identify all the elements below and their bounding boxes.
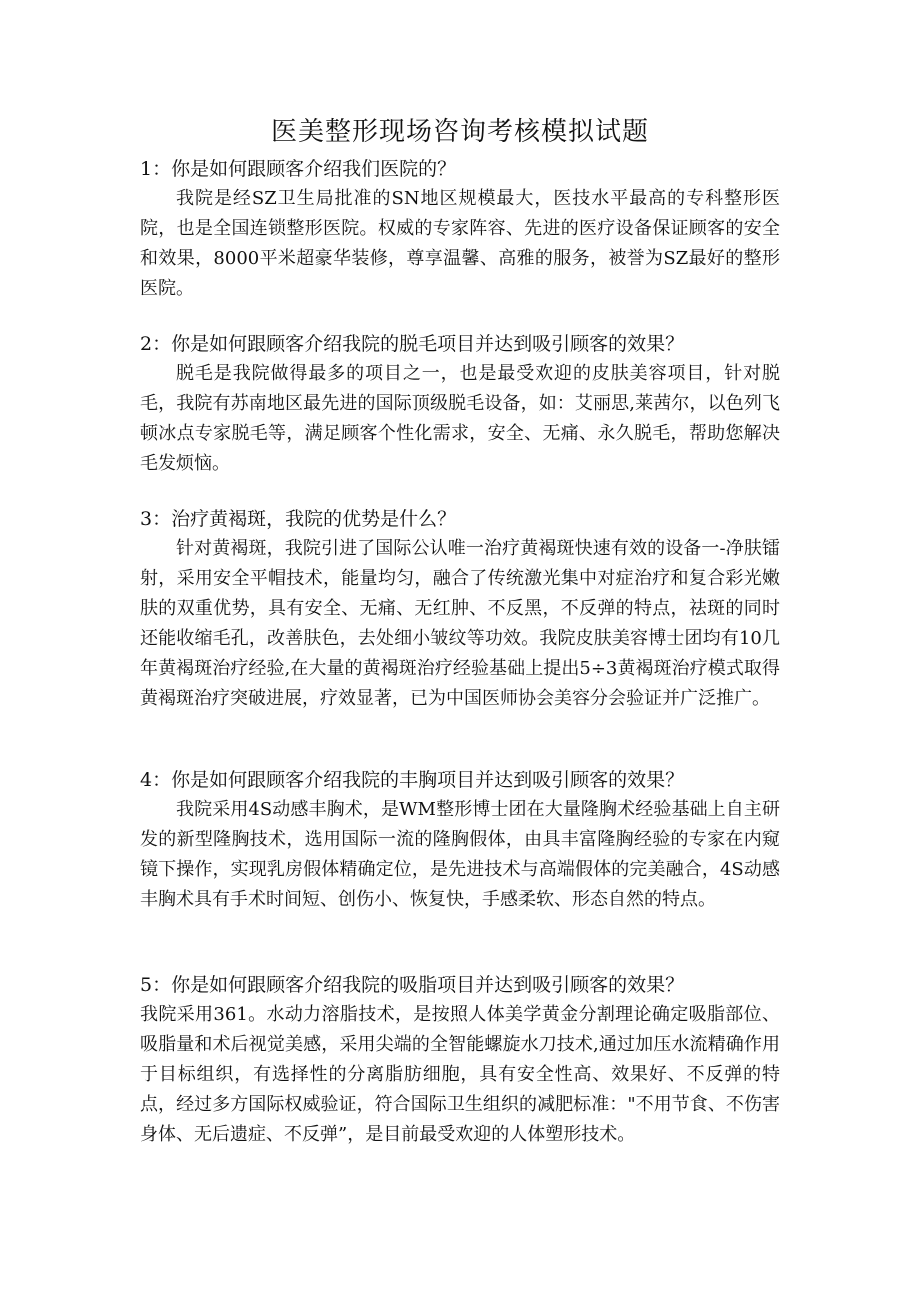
qa-section-4 — [140, 765, 780, 915]
question-4: 4：你是如何跟顾客介绍我院的丰胸项目并达到吸引顾客的效果？ — [140, 769, 685, 791]
qa-section-2 — [140, 329, 780, 479]
qa-section-5 — [140, 970, 780, 1150]
qa-section-3 — [140, 504, 780, 714]
answer-2: 脱毛是我院做得最多的项目之一，也是最受欢迎的皮肤美容项目，针对脱毛，我院有苏南地区最先进的国际顶级脱毛设备，如：艾丽思,莱茜尔，以色列飞顿冰点专家脱毛等，满足顾客个性化需求，安全、无痛、永久脱毛，帮助您解决毛发烦恼。 — [140, 363, 780, 474]
answer-3: 针对黄褐斑，我院引进了国际公认唯一治疗黄褐斑快速有效的设备一-净肤镭射，采用安全平帽技术，能量均匀，融合了传统激光集中对症治疗和复合彩光嫩肤的双重优势，具有安全、无痛、无红肿、不反黑，不反弹的特点，祛斑的同时还能收缩毛孔，改善肤色，去处细小皱纹等功效。我院皮肤美容博士团均有10几年黄褐斑治疗经验,在大量的黄褐斑治疗经验基础上提出5÷3黄褐斑治疗模式取得黄褐斑治疗突破进展，疗效显著，已为中国医师协会美容分会验证并广泛推广。 — [140, 538, 780, 709]
answer-5: 我院采用361。水动力溶脂技术，是按照人体美学黄金分割理论确定吸脂部位、吸脂量和术后视觉美感，采用尖端的全智能螺旋水刀技术,通过加压水流精确作用于目标组织，有选择性的分离脂肪细胞，具有安全性高、效果好、不反弹的特点，经过多方国际权威验证，符合国际卫生组织的减肥标准："不用节食、不伤害身体、无后遗症、不反弹”，是目前最受欢迎的人体塑形技术。 — [140, 1004, 780, 1145]
answer-1: 我院是经SZ卫生局批准的SN地区规模最大，医技水平最高的专科整形医院，也是全国连锁整形医院。权威的专家阵容、先进的医疗设备保证顾客的安全和效果，8000平米超豪华装修，尊享温馨、高雅的服务，被誉为SZ最好的整形医院。 — [140, 188, 780, 299]
question-3: 3：治疗黄褐斑，我院的优势是什么？ — [140, 508, 457, 530]
question-5: 5：你是如何跟顾客介绍我院的吸脂项目并达到吸引顾客的效果？ — [140, 974, 685, 996]
answer-4: 我院采用4S动感丰胸术，是WM整形博士团在大量隆胸术经验基础上自主研发的新型隆胸技术，选用国际一流的隆胸假体，由具丰富隆胸经验的专家在内窥镜下操作，实现乳房假体精确定位，是先进技术与高端假体的完美融合，4S动感丰胸术具有手术时间短、创伤小、恢复快，手感柔软、形态自然的特点。 — [140, 799, 780, 910]
question-2: 2：你是如何跟顾客介绍我院的脱毛项目并达到吸引顾客的效果？ — [140, 333, 685, 355]
document-title: 医美整形现场咨询考核模拟试题 — [270, 117, 649, 147]
qa-section-1 — [140, 154, 780, 304]
question-1: 1：你是如何跟顾客介绍我们医院的？ — [140, 158, 457, 180]
